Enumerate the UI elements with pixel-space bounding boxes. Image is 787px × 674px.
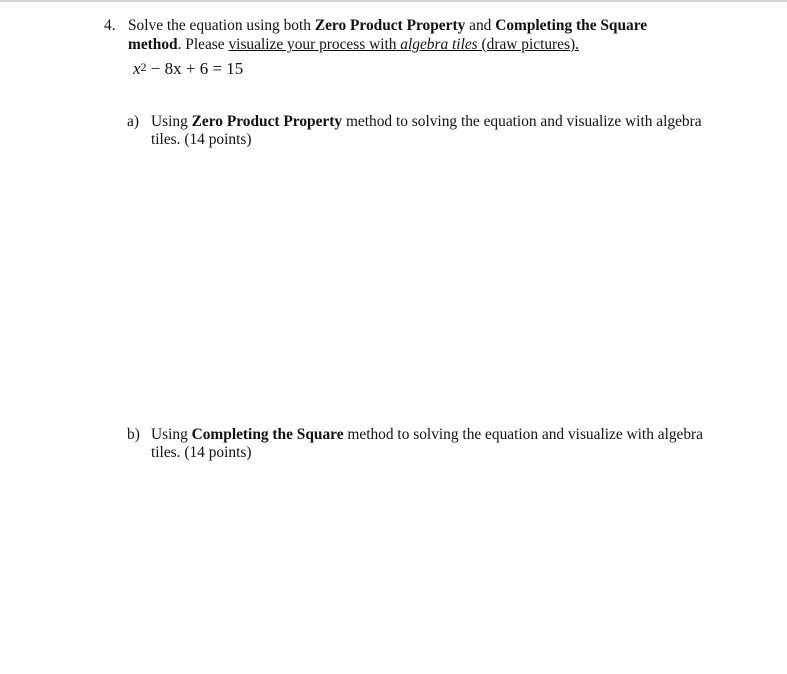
part-a-answer-space	[127, 155, 707, 415]
part-b-using: Using	[151, 426, 192, 443]
equation-variable: x	[133, 59, 141, 78]
part-a-text	[127, 113, 707, 149]
prompt-method-word: method	[128, 36, 178, 53]
prompt-intro: Solve the equation using both	[128, 17, 315, 34]
prompt-method-1: Zero Product Property	[314, 17, 466, 34]
question-number: 4.	[104, 17, 116, 34]
question-prompt	[104, 16, 744, 54]
prompt-please: . Please	[177, 36, 229, 53]
part-b-rest: method to solving the equation and visualize with algebra tiles. (14 points)	[151, 426, 704, 461]
part-b-text	[127, 426, 707, 462]
equation-exponent: 2	[140, 60, 147, 74]
prompt-draw-pictures: (draw pictures).	[481, 36, 579, 53]
prompt-algebra-tiles: algebra tiles	[400, 36, 478, 53]
prompt-and: and	[465, 17, 496, 34]
part-a-label: a)	[127, 113, 139, 130]
part-a-method: Zero Product Property	[191, 113, 343, 130]
part-b-answer-space	[127, 468, 707, 664]
prompt-visualize: visualize your process with	[228, 36, 401, 53]
part-b	[127, 426, 707, 462]
prompt-method-2: Completing the Square	[495, 17, 648, 34]
part-b-method: Completing the Square	[191, 426, 344, 443]
question-4	[104, 16, 744, 54]
part-a-using: Using	[151, 113, 192, 130]
equation-rest: − 8x + 6 = 15	[146, 59, 244, 78]
part-a-rest: method to solving the equation and visualize with algebra tiles. (14 points)	[151, 113, 702, 148]
part-a	[127, 113, 707, 149]
equation	[133, 58, 243, 81]
part-b-label: b)	[127, 426, 140, 443]
top-divider	[0, 0, 787, 2]
